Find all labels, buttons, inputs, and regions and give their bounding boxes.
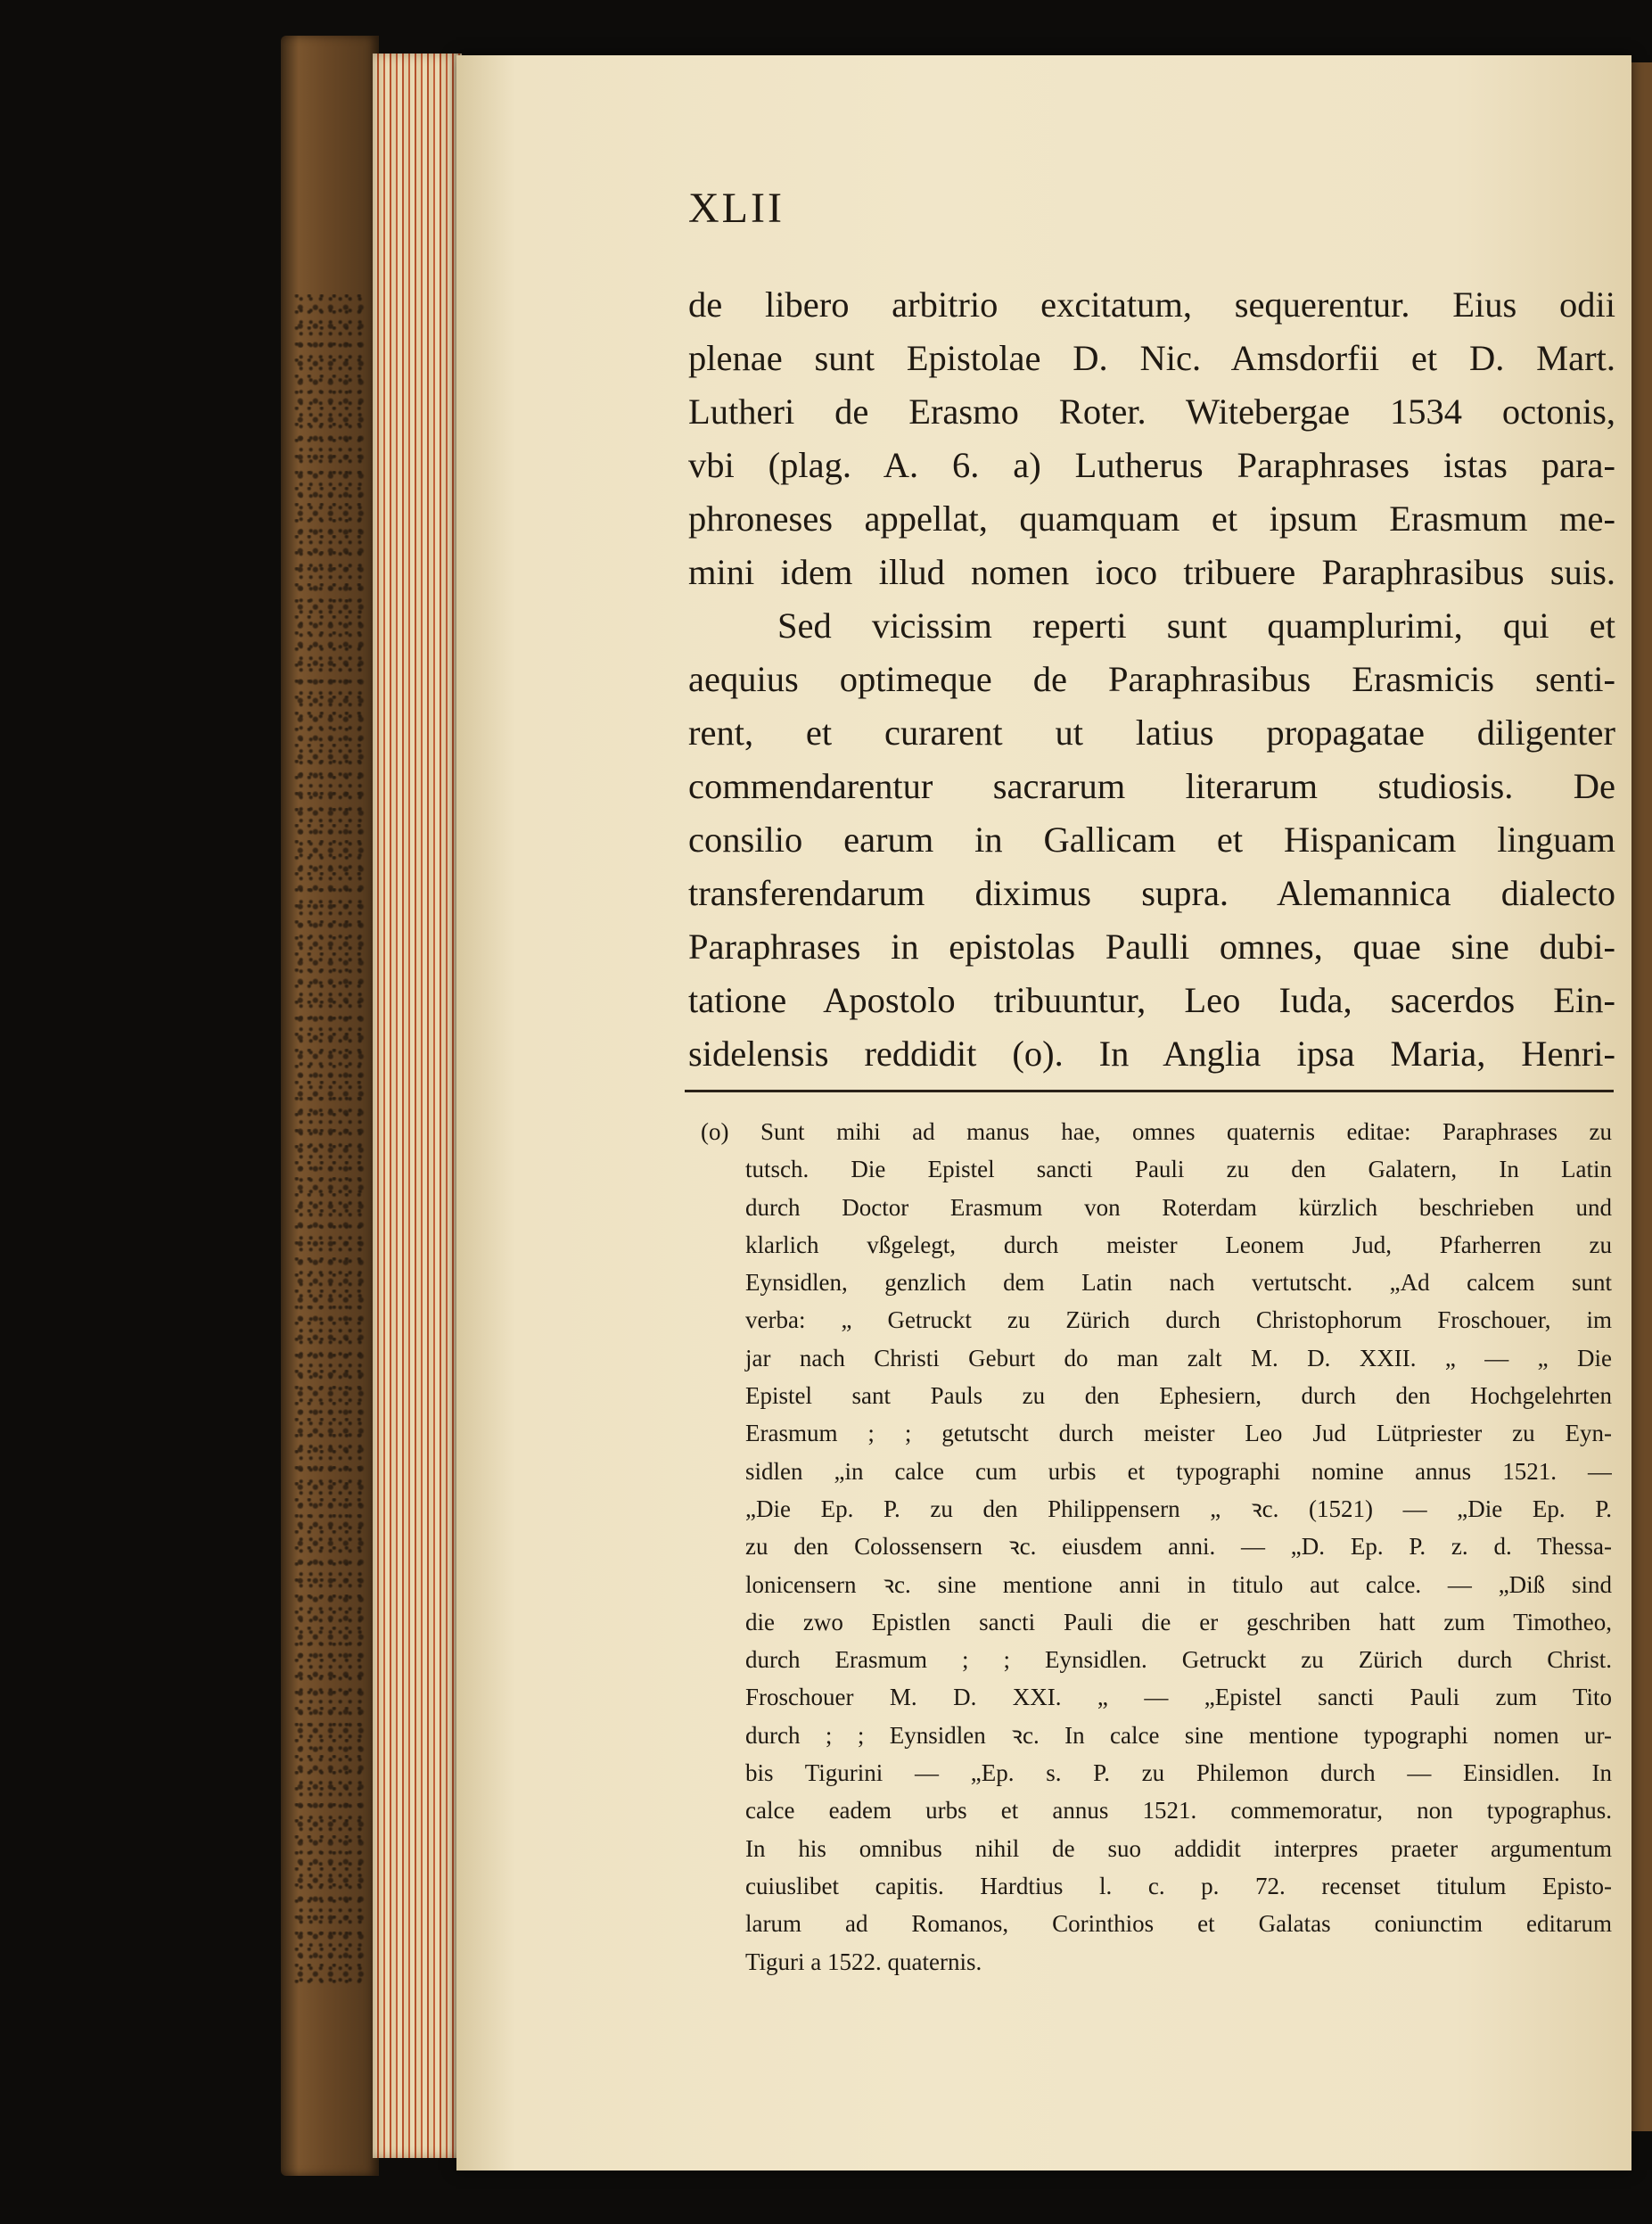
main-text-block bbox=[688, 278, 1615, 1081]
text-line: aequius optimeque de Paraphrasibus Erasmicis senti- bbox=[688, 659, 1615, 699]
footnote-line: Eynsidlen, genzlich dem Latin nach vertutscht. „Ad calcem sunt bbox=[745, 1269, 1612, 1297]
text-line: vbi (plag. A. 6. a) Lutherus Paraphrases istas para- bbox=[688, 445, 1615, 485]
text-line: de libero arbitrio excitatum, sequerentur. Eius odii bbox=[688, 284, 1615, 325]
footnote-line: sidlen „in calce cum urbis et typographi nomine annus 1521. — bbox=[745, 1457, 1612, 1485]
footnote-rule bbox=[685, 1090, 1614, 1092]
footnote-line: durch Doctor Erasmum von Roterdam kürzlich beschrieben und bbox=[745, 1193, 1612, 1221]
footnote-block bbox=[701, 1113, 1612, 1981]
text-line: commendarentur sacrarum literarum studiosis. De bbox=[688, 766, 1615, 806]
footnote-line: lonicensern ꝛc. sine mentione anni in titulo aut calce. — „Diß sind bbox=[745, 1570, 1612, 1598]
footnote-line: Tiguri a 1522. quaternis. bbox=[745, 1948, 982, 1975]
footnote-line: cuiuslibet capitis. Hardtius l. c. p. 72. recenset titulum Episto- bbox=[745, 1872, 1612, 1899]
footnote-line: bis Tigurini — „Ep. s. P. zu Philemon durch — Einsidlen. In bbox=[745, 1759, 1612, 1787]
footnote-line: Epistel sant Pauls zu den Ephesiern, durch den Hochgelehrten bbox=[745, 1382, 1612, 1410]
footnote-line: Froschouer M. D. XXI. „ — „Epistel sancti Pauli zum Tito bbox=[745, 1684, 1612, 1711]
footnote-line: die zwo Epistlen sancti Pauli die er geschriben hatt zum Timotheo, bbox=[745, 1608, 1612, 1635]
footnote-line: tutsch. Die Epistel sancti Pauli zu den Galatern, In Latin bbox=[745, 1156, 1612, 1183]
page-number: XLII bbox=[688, 185, 785, 232]
text-line: rent, et curarent ut latius propagatae diligenter bbox=[688, 713, 1615, 753]
text-line: Sed vicissim reperti sunt quamplurimi, qui et bbox=[777, 605, 1615, 646]
footnote-line: zu den Colossensern ꝛc. eiusdem anni. — „D. Ep. P. z. d. Thessa- bbox=[745, 1533, 1612, 1561]
text-line: Paraphrases in epistolas Paulli omnes, quae sine dubi- bbox=[688, 927, 1615, 967]
footnote-line: durch ; ; Eynsidlen ꝛc. In calce sine mentione typographi nomen ur- bbox=[745, 1721, 1612, 1749]
page-edges bbox=[373, 54, 462, 2158]
footnote-line: durch Erasmum ; ; Eynsidlen. Getruckt zu Zürich durch Christ. bbox=[745, 1646, 1612, 1674]
text-line: transferendarum diximus supra. Alemannica dialecto bbox=[688, 873, 1615, 913]
text-line: plenae sunt Epistolae D. Nic. Amsdorfii et D. Mart. bbox=[688, 338, 1615, 378]
footnote-line: larum ad Romanos, Corinthios et Galatas coniunctim editarum bbox=[745, 1910, 1612, 1938]
footnote-line: jar nach Christi Geburt do man zalt M. D. XXII. „ — „ Die bbox=[745, 1344, 1612, 1371]
footnote-line: „Die Ep. P. zu den Philippensern „ ꝛc. (1521) — „Die Ep. P. bbox=[745, 1495, 1612, 1522]
cover-speckle-texture bbox=[294, 294, 366, 1989]
footnote-line: klarlich vßgelegt, durch meister Leonem Jud, Pfarherren zu bbox=[745, 1231, 1612, 1258]
footnote-line: (o) Sunt mihi ad manus hae, omnes quaternis editae: Paraphrases zu bbox=[701, 1118, 1612, 1145]
text-line: phroneses appellat, quamquam et ipsum Erasmum me- bbox=[688, 498, 1615, 539]
footnote-line: Erasmum ; ; getutscht durch meister Leo Jud Lütpriester zu Eyn- bbox=[745, 1420, 1612, 1447]
text-line: tatione Apostolo tribuuntur, Leo Iuda, sacerdos Ein- bbox=[688, 980, 1615, 1020]
text-line: Lutheri de Erasmo Roter. Witebergae 1534 octonis, bbox=[688, 391, 1615, 432]
text-line: sidelensis reddidit (o). In Anglia ipsa Maria, Henri- bbox=[688, 1034, 1615, 1074]
footnote-line: verba: „ Getruckt zu Zürich durch Christophorum Froschouer, im bbox=[745, 1306, 1612, 1334]
footnote-line: In his omnibus nihil de suo addidit interpres praeter argumentum bbox=[745, 1834, 1612, 1862]
right-page-edge bbox=[1631, 62, 1652, 2131]
text-line: mini idem illud nomen ioco tribuere Paraphrasibus suis. bbox=[688, 552, 1615, 592]
footnote-line: calce eadem urbs et annus 1521. commemoratur, non typographus. bbox=[745, 1797, 1612, 1825]
text-line: consilio earum in Gallicam et Hispanicam linguam bbox=[688, 820, 1615, 860]
